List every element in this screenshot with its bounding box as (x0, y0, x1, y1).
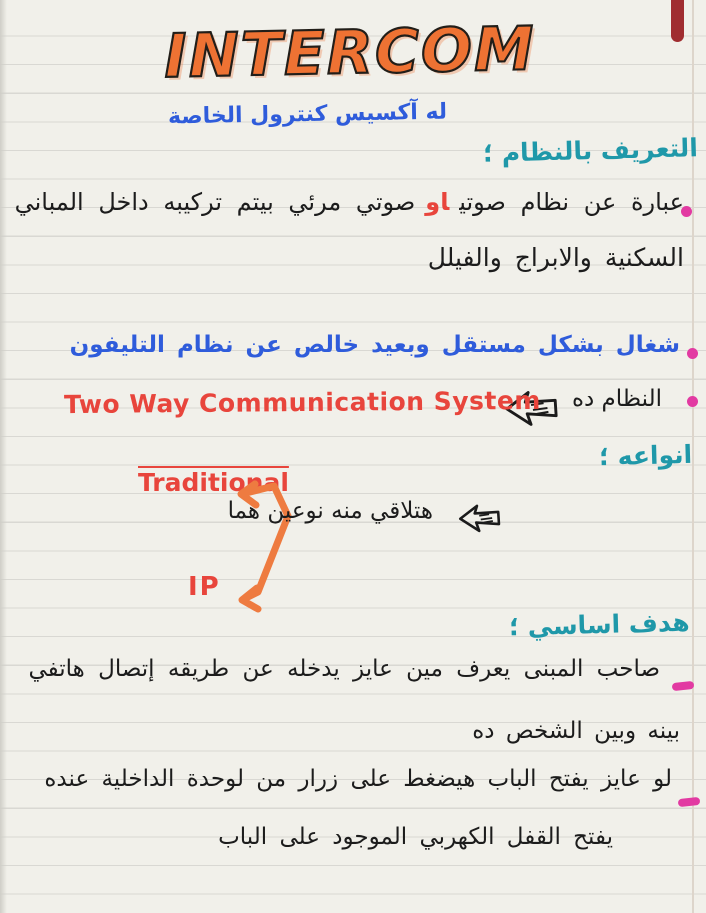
section-heading-types: انواعه ؛ (598, 439, 693, 472)
type-option-traditional: Traditional (138, 468, 289, 497)
system-label-english: Two Way Communication System (63, 385, 542, 420)
definition-bullet1-line2: السكنية والابراج والفيلل (427, 243, 684, 272)
bullet-dash (678, 797, 701, 807)
goal-bullet1-line2: بينه وبين الشخص ده (472, 718, 680, 744)
page-title: INTERCOM (163, 14, 537, 92)
bullet-dot (687, 348, 698, 359)
bullet-dot (687, 396, 698, 407)
definition-text-part2: صوتي مرئي بيتم تركيبه داخل المباني (14, 188, 416, 216)
definition-text-part1: عبارة عن نظام صوتي (459, 188, 684, 216)
definition-bullet1-line1 (15, 188, 684, 216)
or-highlight: او (425, 188, 450, 216)
goal-bullet1-line1: صاحب المبنى يعرف مين عايز يدخله عن طريقه إتصال هاتفي (28, 656, 660, 682)
goal-bullet2-line2: يفتح القفل الكهربي الموجود على الباب (218, 824, 613, 850)
section-heading-goal: هدف اساسي ؛ (509, 607, 691, 642)
types-intro-text: هتلاقي منه نوعين هما (227, 498, 433, 524)
page-subtitle: له آكسيس كنترول الخاصة (167, 99, 448, 130)
bookmark-ribbon (671, 0, 684, 42)
goal-bullet2-line1: لو عايز يفتح الباب هيضغط على زرار من لوحدة الداخلية عنده (44, 766, 672, 792)
system-label-arabic: النظام ده (571, 386, 662, 412)
bullet-dash (672, 681, 695, 691)
arrow-left-icon (458, 500, 502, 536)
definition-bullet2: شغال بشكل مستقل وبعيد خالص عن نظام التليفون (69, 332, 680, 358)
section-heading-definition: التعريف بالنظام ؛ (482, 133, 699, 168)
type-option-ip: IP (188, 572, 221, 602)
